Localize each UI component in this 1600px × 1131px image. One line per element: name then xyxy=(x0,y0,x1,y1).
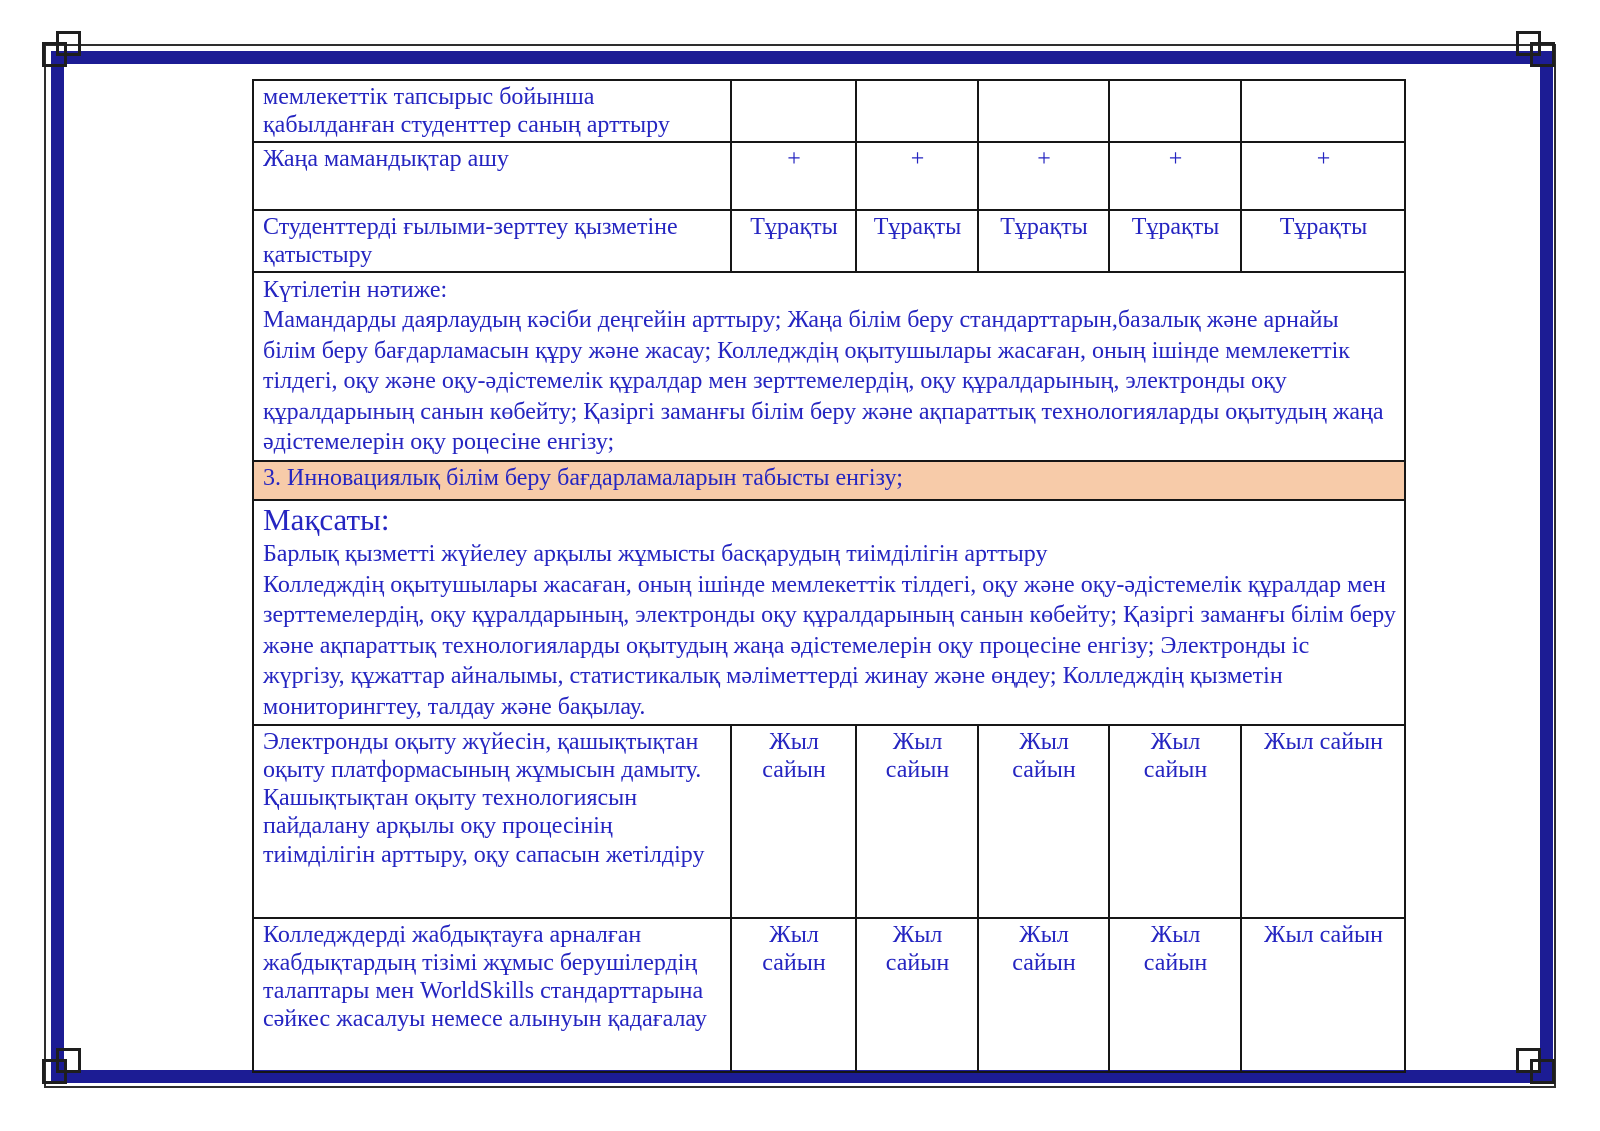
period-cell[interactable]: Тұрақты xyxy=(1241,210,1405,272)
border-corner-square-icon xyxy=(56,1048,81,1073)
period-cell[interactable] xyxy=(1109,80,1241,142)
table-row xyxy=(253,725,1405,918)
table-row xyxy=(253,80,1405,142)
table-row xyxy=(253,918,1405,1072)
period-cell[interactable]: Жыл сайын xyxy=(1241,725,1405,918)
section-heading-cell[interactable]: 3. Инновациялық білім беру бағдарламаларын табысты енгізу; xyxy=(253,461,1405,500)
table-row xyxy=(253,461,1405,500)
period-cell[interactable] xyxy=(856,80,978,142)
activity-cell[interactable]: Студенттерді ғылыми-зерттеу қызметіне қатыстыру xyxy=(253,210,731,272)
goal-heading: Мақсаты: xyxy=(263,501,390,537)
table-row xyxy=(253,272,1405,460)
period-cell[interactable]: Тұрақты xyxy=(1109,210,1241,272)
period-cell[interactable]: Жыл сайын xyxy=(978,725,1109,918)
goal-paragraph: Колледждің оқытушылары жасаған, оның ішінде мемлекеттік тілдегі, оқу және оқу-әдістемелік құралдар мен зерттемелердің, оқу құралдарының, электронды оқу құралдарының санын көбейту; Қазіргі заманғы білім беру және ақпараттық технологияларды оқытудың жаңа әдістемелерін оқу процесіне енгізу; Электронды іс жүргізу, құжаттар айналымы, статистикалық мәліметтерді жинау және өңдеу; Колледждің қызметін мониторингтеу, талдау және бақылау. xyxy=(263,571,1396,720)
expected-result-heading: Күтілетін нәтиже: xyxy=(263,277,448,304)
period-cell[interactable]: Жыл сайын xyxy=(978,918,1109,1072)
plus-mark-cell[interactable]: + xyxy=(731,142,856,210)
activity-cell[interactable]: мемлекеттік тапсырыс бойынша қабылданған студенттер саның арттыру xyxy=(253,80,731,142)
period-cell[interactable]: Тұрақты xyxy=(978,210,1109,272)
period-cell[interactable]: Жыл сайын xyxy=(731,725,856,918)
period-cell[interactable]: Жыл сайын xyxy=(1241,918,1405,1072)
plus-mark-cell[interactable]: + xyxy=(1109,142,1241,210)
border-corner-square-icon xyxy=(1516,1048,1541,1073)
table-row xyxy=(253,500,1405,726)
goal-paragraph: Барлық қызметті жүйелеу арқылы жұмысты басқарудың тиімділігін арттыру xyxy=(263,541,1048,568)
period-cell[interactable] xyxy=(978,80,1109,142)
period-cell[interactable]: Тұрақты xyxy=(856,210,978,272)
period-cell[interactable]: Тұрақты xyxy=(731,210,856,272)
goal-cell[interactable] xyxy=(253,500,1405,726)
plus-mark-cell[interactable]: + xyxy=(856,142,978,210)
strategy-plan-table xyxy=(252,79,1406,1073)
period-cell[interactable]: Жыл сайын xyxy=(1109,918,1241,1072)
period-cell[interactable]: Жыл сайын xyxy=(856,725,978,918)
border-corner-square-icon xyxy=(56,31,81,56)
period-cell[interactable]: Жыл сайын xyxy=(856,918,978,1072)
expected-result-text: Мамандарды даярлаудың кәсіби деңгейін арттыру; Жаңа білім беру стандарттарын,базалық және арнайы білім беру бағдарламасын құру және жасау; Колледждің оқытушылары жасаған, оның ішінде мемлекеттік тілдегі, оқу және оқу-әдістемелік құралдар мен зерттемелердің, оқу құралдарының, электронды оқу құралдарының санын көбейту; Қазіргі заманғы білім беру және ақпараттық технологияларды оқытудың жаңа әдістемелерін оқу роцесіне енгізу; xyxy=(263,307,1384,456)
period-cell[interactable]: Жыл сайын xyxy=(1109,725,1241,918)
period-cell[interactable]: Жыл сайын xyxy=(731,918,856,1072)
plus-mark-cell[interactable]: + xyxy=(1241,142,1405,210)
activity-cell[interactable]: Электронды оқыту жүйесін, қашықтықтан оқыту платформасының жұмысын дамыту. Қашықтықтан оқыту технологиясын пайдалану арқылы оқу процесінің тиімділігін арттыру, оқу сапасын жетілдіру xyxy=(253,725,731,918)
activity-cell[interactable]: Колледждерді жабдықтауға арналған жабдықтардың тізімі жұмыс берушілердің талаптары мен WorldSkills стандарттарына сәйкес жасалуы немесе алынуын қадағалау xyxy=(253,918,731,1072)
table-row xyxy=(253,142,1405,210)
period-cell[interactable] xyxy=(1241,80,1405,142)
activity-cell[interactable]: Жаңа мамандықтар ашу xyxy=(253,142,731,210)
table-row xyxy=(253,210,1405,272)
period-cell[interactable] xyxy=(731,80,856,142)
expected-result-cell[interactable] xyxy=(253,272,1405,460)
border-corner-square-icon xyxy=(1516,31,1541,56)
plus-mark-cell[interactable]: + xyxy=(978,142,1109,210)
